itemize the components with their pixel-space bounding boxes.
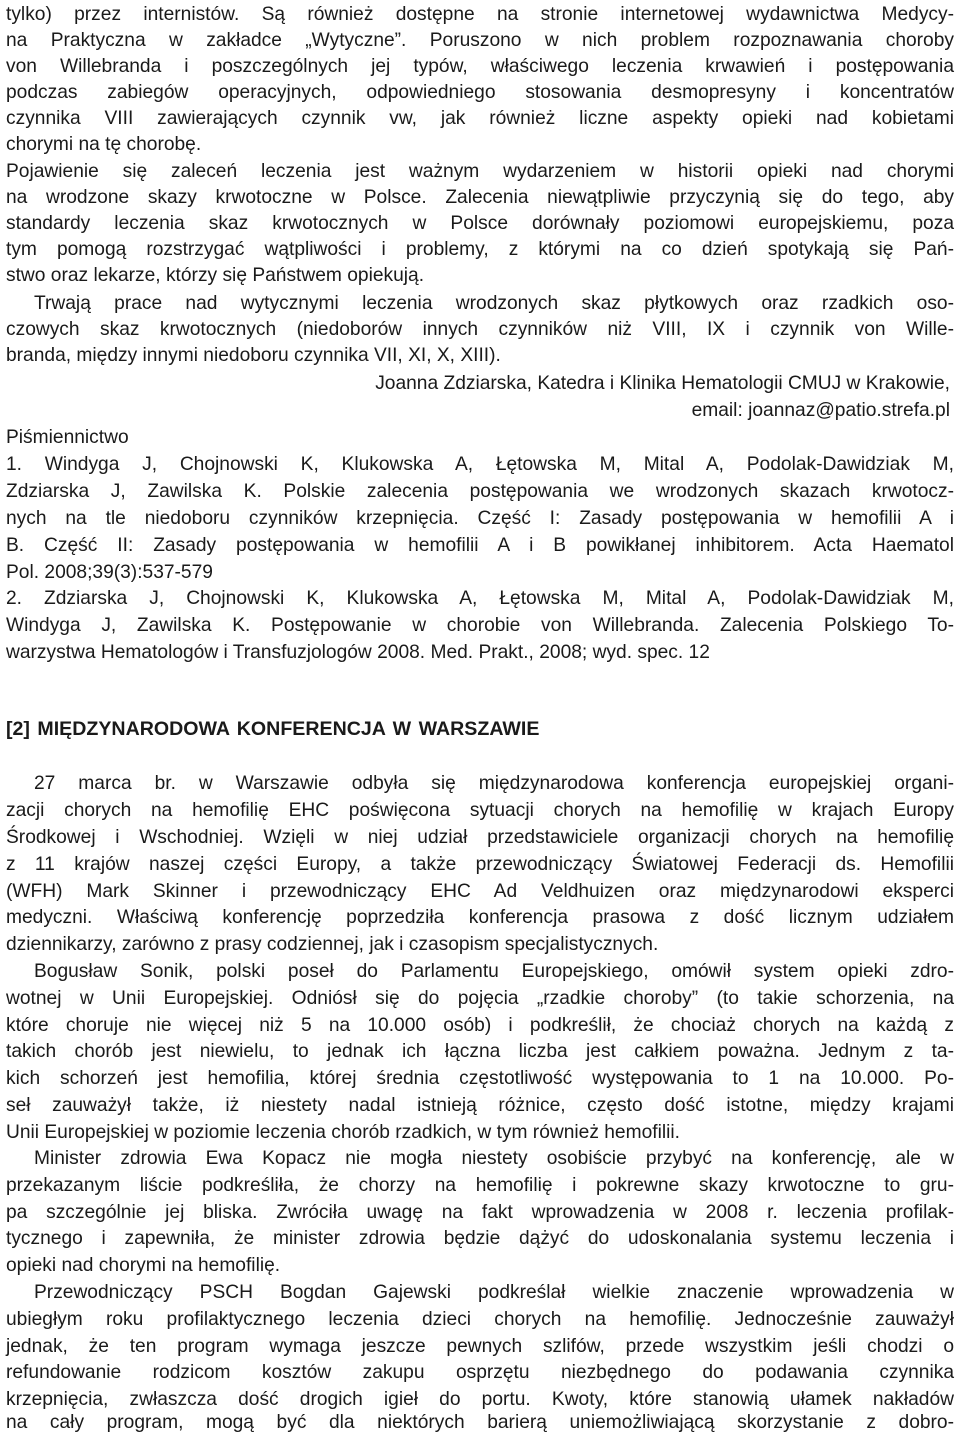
text-line: wotnej w Unii Europejskiej. Odniósł się do pojęcia „rzadkie choroby” (to takie schorzenia, na [6,988,954,1009]
text-line: na cały program, mogą być dla niektórych barierą uniemożliwiającą skorzystanie z dobro- [6,1412,954,1433]
section-heading: [2] MIĘDZYNARODOWA KONFERENCJA W WARSZAWIE [6,718,540,740]
text-line: pa szczególnie jej bliska. Zwróciła uwagę na fakt wprowadzenia w 2008 r. leczenia profilak- [6,1202,954,1223]
text-line: seł zauważył także, iż niestety nadal istnieją różnice, często dość istotne, między krajami [6,1095,954,1116]
text-line: Bogusław Sonik, polski poseł do Parlamentu Europejskiego, omówił system opieki zdro- [34,961,954,982]
text-line: czowych skaz krwotocznych (niedoborów innych czynników niż VIII, IX i czynnik von Wille- [6,319,954,340]
references-heading: Piśmiennictwo [6,427,129,448]
text-line: kich schorzeń jest hemofilia, której średnia częstotliwość występowania to 1 na 10.000. Po- [6,1068,954,1089]
reference-line: Zdziarska J, Zawilska K. Polskie zalecenia postępowania we wrodzonych skazach krwotocz- [6,481,954,502]
text-line: zacji chorych na hemofilię EHC poświęcona sytuacji chorych na hemofilię w krajach Europy [6,800,954,821]
text-line: opieki nad chorymi na hemofilię. [6,1255,281,1276]
text-line: tym pomogą rozstrzygać wątpliwości i problemy, z którymi na co dzień spotykają się Pań- [6,239,954,260]
text-line: ubiegłym roku profilaktycznego leczenia dzieci chorych na hemofilię. Jednocześnie zauważył [6,1309,954,1330]
text-line: 27 marca br. w Warszawie odbyła się międzynarodowa konferencja europejskiej organi- [34,773,954,794]
text-line: von Willebranda i poszczególnych jej typów, właściwego leczenia krwawień i postępowania [6,56,954,77]
reference-line: Windyga J, Zawilska K. Postępowanie w chorobie von Willebranda. Zalecenia Polskiego To- [6,615,954,636]
text-line: które choruje nie więcej niż 5 na 10.000 osób) i podkreślił, że chociaż chorych na każdą z [6,1015,954,1036]
text-line: Trwają prace nad wytycznymi leczenia wrodzonych skaz płytkowych oraz rzadkich oso- [34,293,954,314]
text-line: tycznego i zapewniła, że minister zdrowia będzie dążyć do udoskonalania systemu leczenia i [6,1228,954,1249]
text-line: czynnika VIII zawierających czynnik vw, jak również liczne aspekty opieki nad kobietami [6,108,954,129]
text-line: takich chorób jest niewielu, to jednak ich łączna liczba jest całkiem poważna. Jednym z ta- [6,1041,954,1062]
text-line: krzepnięcia, zwłaszcza dość drogich igieł do portu. Kwoty, które stanowią ułamek nakładów [6,1389,954,1410]
text-line: Minister zdrowia Ewa Kopacz nie mogła niestety osobiście przybyć na konferencję, ale w [34,1148,954,1169]
author-signature: Joanna Zdziarska, Katedra i Klinika Hematologii CMUJ w Krakowie, [375,373,950,394]
text-line: na wrodzone skazy krwotoczne w Polsce. Zalecenia niewątpliwie przyczynią się do tego, aby [6,187,954,208]
reference-line: 2. Zdziarska J, Chojnowski K, Klukowska A, Łętowska M, Mital A, Podolak-Dawidziak M, [6,588,954,609]
text-line: chorymi na tę chorobę. [6,134,202,155]
text-line: Środkowej i Wschodniej. Wzięli w niej udział przedstawiciele organizacji chorych na hemofilię [6,827,954,848]
text-line: jednak, że ten program wymaga jeszcze pewnych szlifów, przede wszystkim jeśli chodzi o [6,1336,954,1357]
reference-line: nych na tle niedoboru czynników krzepnięcia. Część I: Zasady postępowania w hemofilii A i [6,508,954,529]
text-line: standardy leczenia skaz krwotocznych w Polsce dorównały poziomowi europejskiemu, poza [6,213,954,234]
text-line: z 11 krajów naszej części Europy, a także przewodniczący Światowej Federacji ds. Hemofilii [6,854,954,875]
text-line: Pojawienie się zaleceń leczenia jest ważnym wydarzeniem w historii opieki nad chorymi [6,161,954,182]
text-line: refundowanie rodzicom kosztów zakupu osprzętu niezbędnego do podawania czynnika [6,1362,954,1383]
text-line: stwo oraz lekarze, którzy się Państwem opiekują. [6,265,425,286]
text-line: przekazanym liście podkreśliła, że chorzy na hemofilię i pokrewne skazy krwotoczne to gru- [6,1175,954,1196]
text-line: Unii Europejskiej w poziomie leczenia chorób rzadkich, w tym również hemofilii. [6,1122,680,1143]
text-line: podczas zabiegów operacyjnych, odpowiedniego stosowania desmopresyny i koncentratów [6,82,954,103]
text-line: (WFH) Mark Skinner i przewodniczący EHC Ad Veldhuizen oraz międzynarodowi eksperci [6,881,954,902]
text-line: dziennikarzy, zarówno z prasy codziennej, jak i czasopism specjalistycznych. [6,934,659,955]
text-line: tylko) przez internistów. Są również dostępne na stronie internetowej wydawnictwa Medycy- [6,4,954,25]
reference-line: warzystwa Hematologów i Transfuzjologów 2008. Med. Prakt., 2008; wyd. spec. 12 [6,642,710,663]
text-line: Przewodniczący PSCH Bogdan Gajewski podkreślał wielkie znaczenie wprowadzenia w [34,1282,954,1303]
reference-line: 1. Windyga J, Chojnowski K, Klukowska A, Łętowska M, Mital A, Podolak-Dawidziak M, [6,454,954,475]
text-line: branda, między innymi niedoboru czynnika VII, XI, X, XIII). [6,345,501,366]
author-email: email: joannaz@patio.strefa.pl [691,400,950,421]
reference-line: B. Część II: Zasady postępowania w hemofilii A i B powikłanej inhibitorem. Acta Haematol [6,535,954,556]
text-line: medyczni. Właściwą konferencję poprzedziła konferencja prasowa z dość licznym udziałem [6,907,954,928]
text-line: na Praktyczna w zakładce „Wytyczne”. Poruszono w nich problem rozpoznawania choroby [6,30,954,51]
reference-line: Pol. 2008;39(3):537-579 [6,562,213,583]
